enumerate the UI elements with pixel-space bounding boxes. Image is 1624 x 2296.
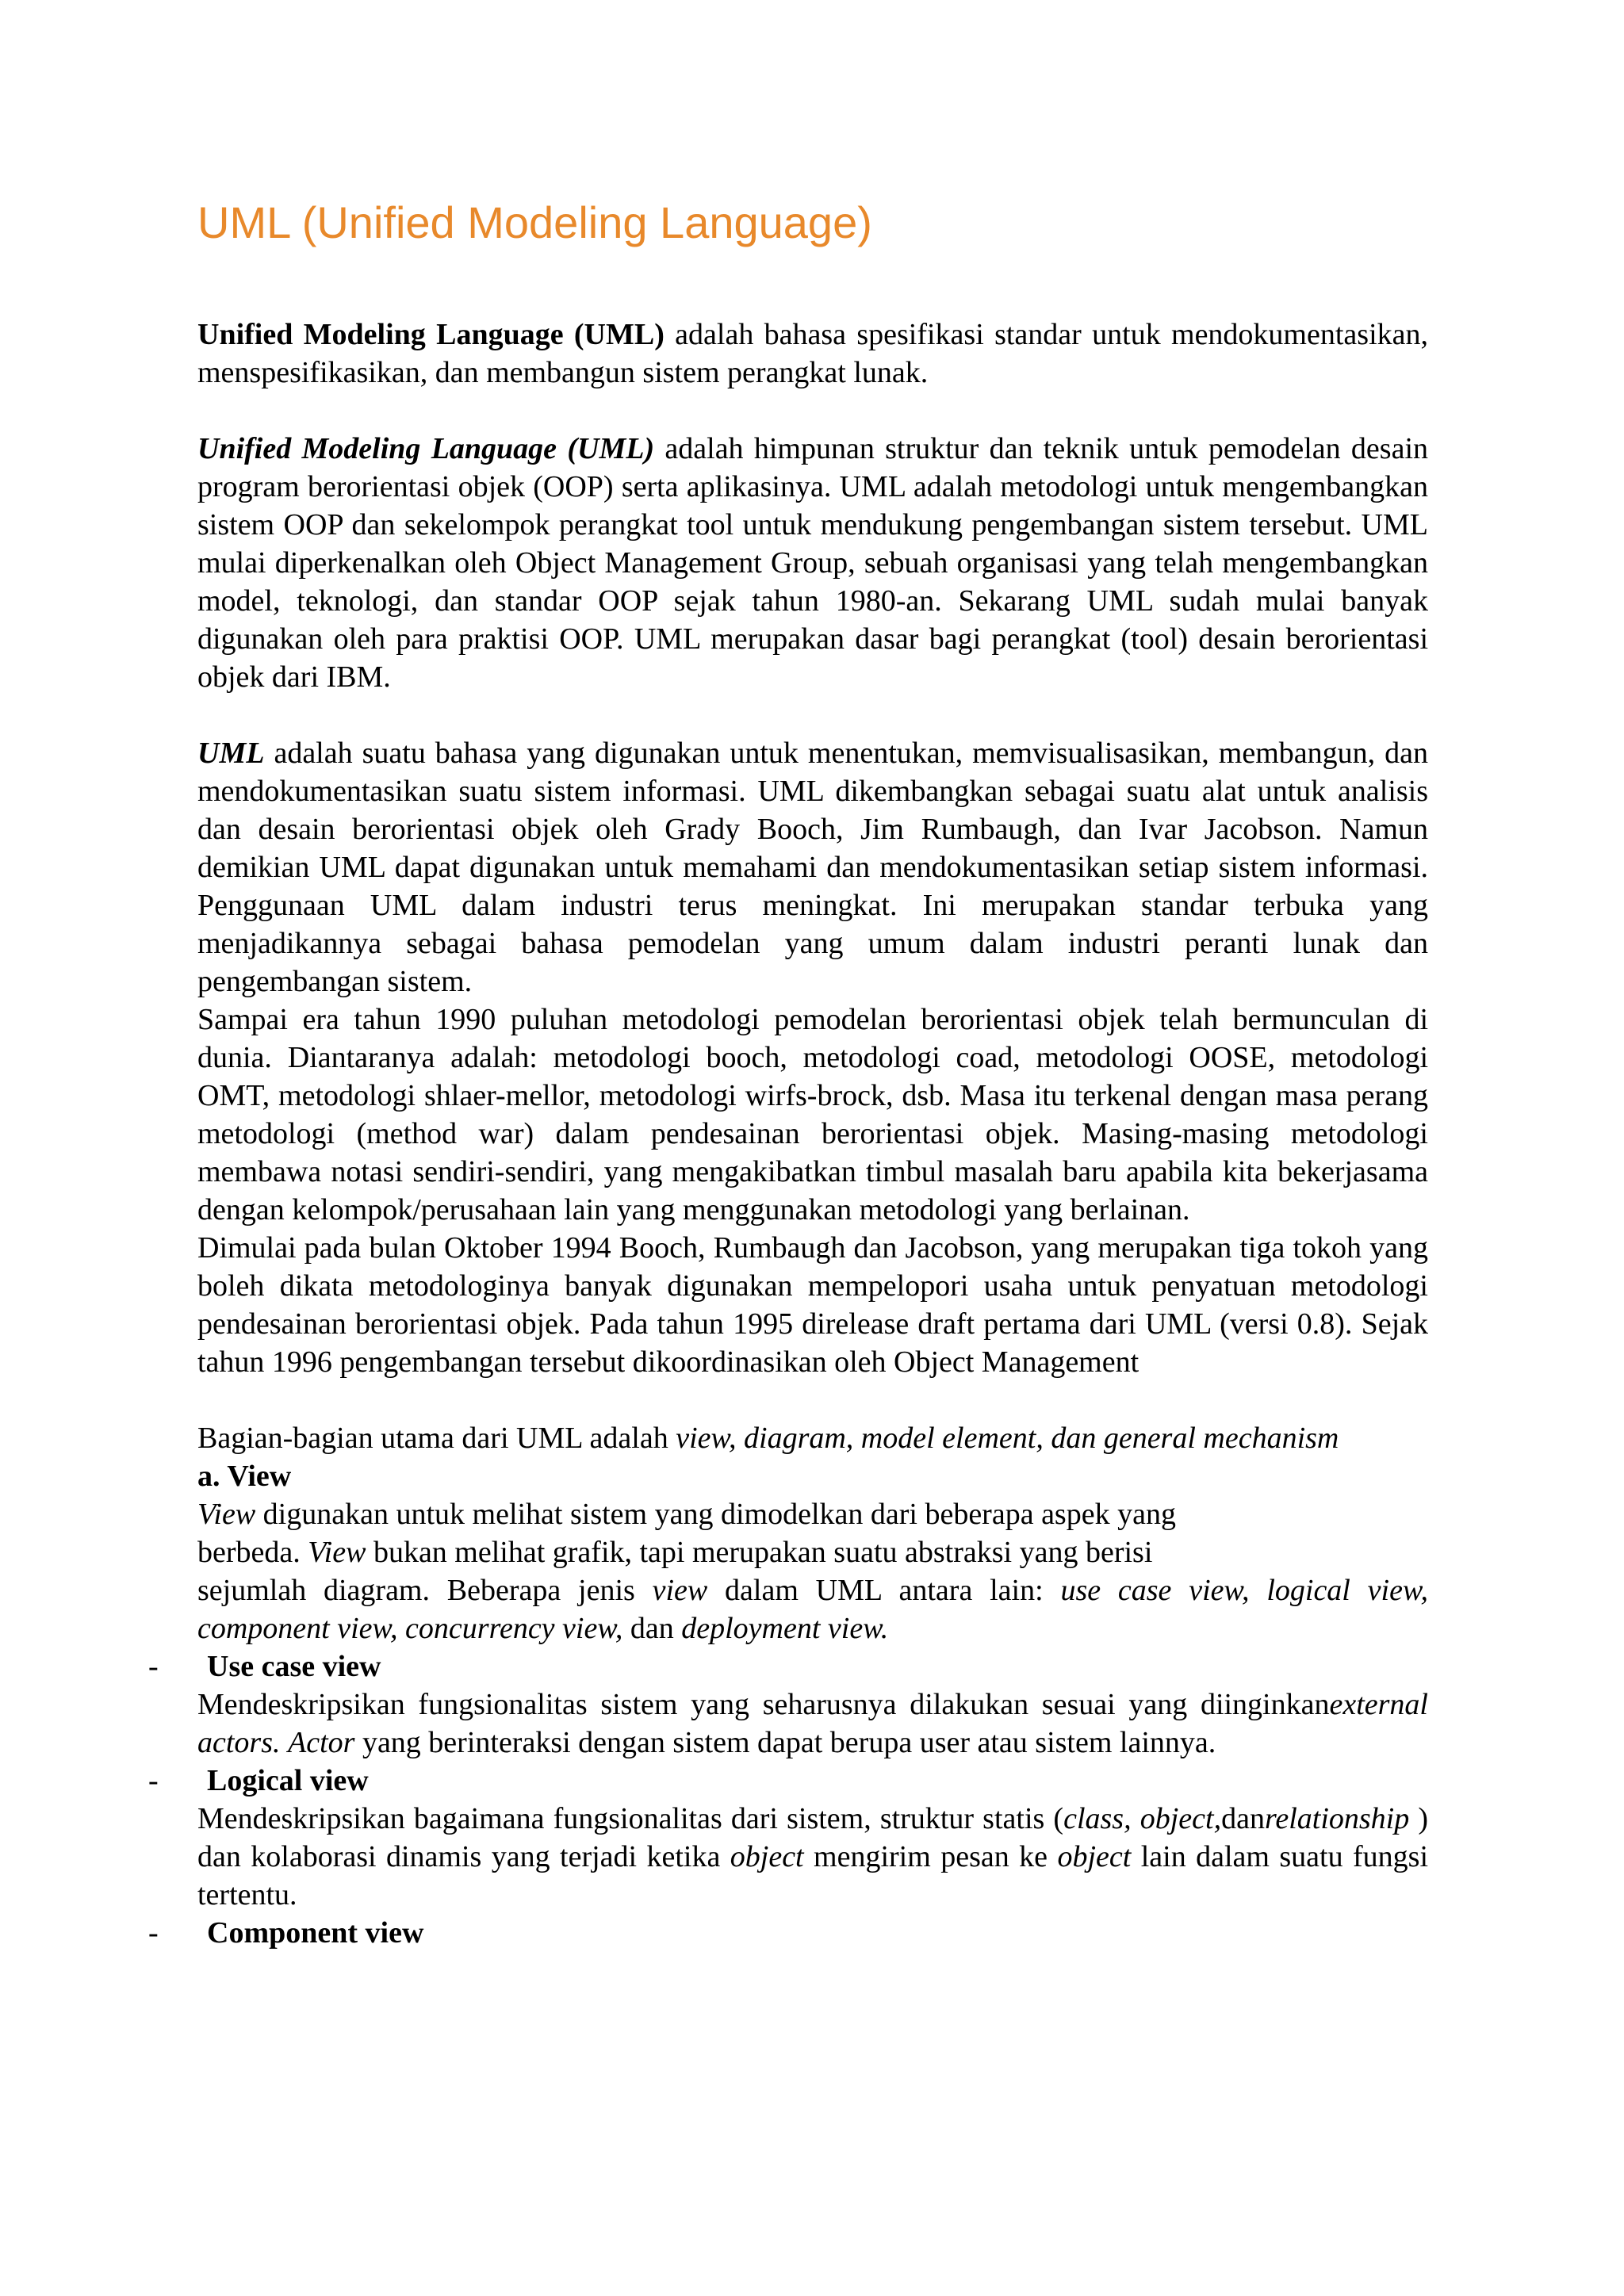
bullet-use-case-view xyxy=(148,1647,1428,1686)
paragraph-text: ) dan kolaborasi dinamis yang terjadi ketika xyxy=(197,1802,1429,1873)
bullet-logical-view xyxy=(148,1762,1428,1800)
parts-list: view, diagram, model element, dan general mechanism xyxy=(676,1422,1339,1455)
term-view: View xyxy=(197,1498,256,1531)
bullet-component-view xyxy=(148,1914,1428,1952)
paragraph-text: sejumlah diagram. Beberapa jenis xyxy=(197,1574,653,1607)
paragraph-uml-language xyxy=(197,734,1428,1001)
view-types: use case view, logical view, component view, concurrency view, xyxy=(197,1574,1428,1645)
paragraph-uml-history xyxy=(197,430,1428,696)
paragraph-text: adalah himpunan struktur dan teknik untuk pemodelan desain program berorientasi objek (OOP) serta aplikasinya. UML adalah metodologi untuk mengembangkan sistem OOP dan sekelompok perangkat tool untuk mendukung pengembangan sistem tersebut. UML mulai diperkenalkan oleh Object Management Group, sebuah organisasi yang telah mengembangkan model, teknologi, dan standar OOP sejak tahun 1980-an. Sekarang UML sudah mulai banyak digunakan oleh para praktisi OOP. UML merupakan dasar bagi perangkat (tool) desain berorientasi objek dari IBM. xyxy=(197,432,1429,694)
bullet-dash: - xyxy=(148,1916,159,1950)
paragraph-text: dalam UML antara lain: xyxy=(707,1574,1061,1607)
section-heading-view: a. View xyxy=(197,1460,292,1493)
page-title: UML (Unified Modeling Language) xyxy=(197,197,872,247)
paragraph-text: Mendeskripsikan fungsionalitas sistem yang seharusnya dilakukan sesuai yang diinginkan xyxy=(197,1688,1330,1721)
paragraph-text: Bagian-bagian utama dari UML adalah xyxy=(197,1422,676,1455)
bullet-heading: Logical view xyxy=(207,1764,369,1797)
paragraph-text: dan xyxy=(1221,1802,1265,1835)
paragraph-text: bukan melihat grafik, tapi merupakan suatu abstraksi yang berisi xyxy=(366,1536,1153,1569)
term-object: object xyxy=(730,1840,804,1873)
paragraph-text: berbeda. xyxy=(197,1536,308,1569)
term-object: object xyxy=(1057,1840,1132,1873)
term-view: view xyxy=(652,1574,708,1607)
term-uml: Unified Modeling Language (UML) xyxy=(197,318,665,351)
paragraph-text: lain dalam suatu fungsi tertentu. xyxy=(197,1840,1429,1911)
term-relationship: relationship xyxy=(1264,1802,1410,1835)
paragraph-text: mengirim pesan ke xyxy=(803,1840,1058,1873)
bullet-heading: Component view xyxy=(207,1916,424,1950)
document-body xyxy=(148,316,1429,1952)
term-external-actors: external actors. xyxy=(197,1688,1428,1759)
paragraph-main-parts xyxy=(197,1419,1428,1457)
logical-description xyxy=(197,1800,1428,1914)
paragraph-text: digunakan untuk melihat sistem yang dimodelkan dari beberapa aspek yang xyxy=(255,1498,1176,1531)
term-view: View xyxy=(308,1536,366,1569)
bullet-dash: - xyxy=(148,1764,159,1797)
paragraph-text xyxy=(281,1726,289,1759)
view-line-2 xyxy=(197,1533,1428,1571)
term-uml: UML xyxy=(197,737,265,770)
use-case-description xyxy=(197,1686,1428,1762)
paragraph-text: Mendeskripsikan bagaimana fungsionalitas dari sistem, struktur statis ( xyxy=(197,1802,1064,1835)
view-types: deployment view. xyxy=(681,1612,889,1645)
paragraph-uml-definition xyxy=(197,316,1428,392)
paragraph-text: adalah bahasa spesifikasi standar untuk mendokumentasikan, menspesifikasikan, dan membangun sistem perangkat lunak. xyxy=(197,318,1428,389)
paragraph-text: dan xyxy=(622,1612,682,1645)
paragraph-unification: Dimulai pada bulan Oktober 1994 Booch, Rumbaugh dan Jacobson, yang merupakan tiga tokoh yang boleh dikata metodologinya banyak digunakan mempelopori usaha untuk penyatuan metodologi pendesainan berorientasi objek. Pada tahun 1995 direlease draft pertama dari UML (versi 0.8). Sejak tahun 1996 pengembangan tersebut dikoordinasikan oleh Object Management xyxy=(197,1231,1428,1379)
paragraph-method-war: Sampai era tahun 1990 puluhan metodologi pemodelan berorientasi objek telah bermunculan di dunia. Diantaranya adalah: metodologi booch, metodologi coad, metodologi OOSE, metodologi OMT, metodologi shlaer-mellor, metodologi wirfs-brock, dsb. Masa itu terkenal dengan masa perang metodologi (method war) dalam pendesainan berorientasi objek. Masing-masing metodologi membawa notasi sendiri-sendiri, yang mengakibatkan timbul masalah baru apabila kita bekerjasama dengan kelompok/perusahaan lain yang menggunakan metodologi yang berlainan. xyxy=(197,1003,1428,1226)
view-line-3 xyxy=(197,1571,1428,1647)
bullet-dash: - xyxy=(148,1650,159,1683)
view-line-1 xyxy=(197,1495,1428,1533)
paragraph-text: adalah suatu bahasa yang digunakan untuk menentukan, memvisualisasikan, membangun, dan mendokumentasikan suatu sistem informasi. UML dikembangkan sebagai suatu alat untuk analisis dan desain berorientasi objek oleh Grady Booch, Jim Rumbaugh, dan Ivar Jacobson. Namun demikian UML dapat digunakan untuk memahami dan mendokumentasikan setiap sistem informasi. Penggunaan UML dalam industri terus meningkat. Ini merupakan standar terbuka yang menjadikannya sebagai bahasa pemodelan yang umum dalam industri peranti lunak dan pengembangan sistem. xyxy=(197,737,1428,998)
term-class-object: class, object, xyxy=(1063,1802,1222,1835)
term-uml: Unified Modeling Language (UML) xyxy=(197,432,655,465)
term-actor: Actor xyxy=(288,1726,355,1759)
paragraph-text: yang berinteraksi dengan sistem dapat berupa user atau sistem lainnya. xyxy=(354,1726,1216,1759)
bullet-heading: Use case view xyxy=(207,1650,381,1683)
